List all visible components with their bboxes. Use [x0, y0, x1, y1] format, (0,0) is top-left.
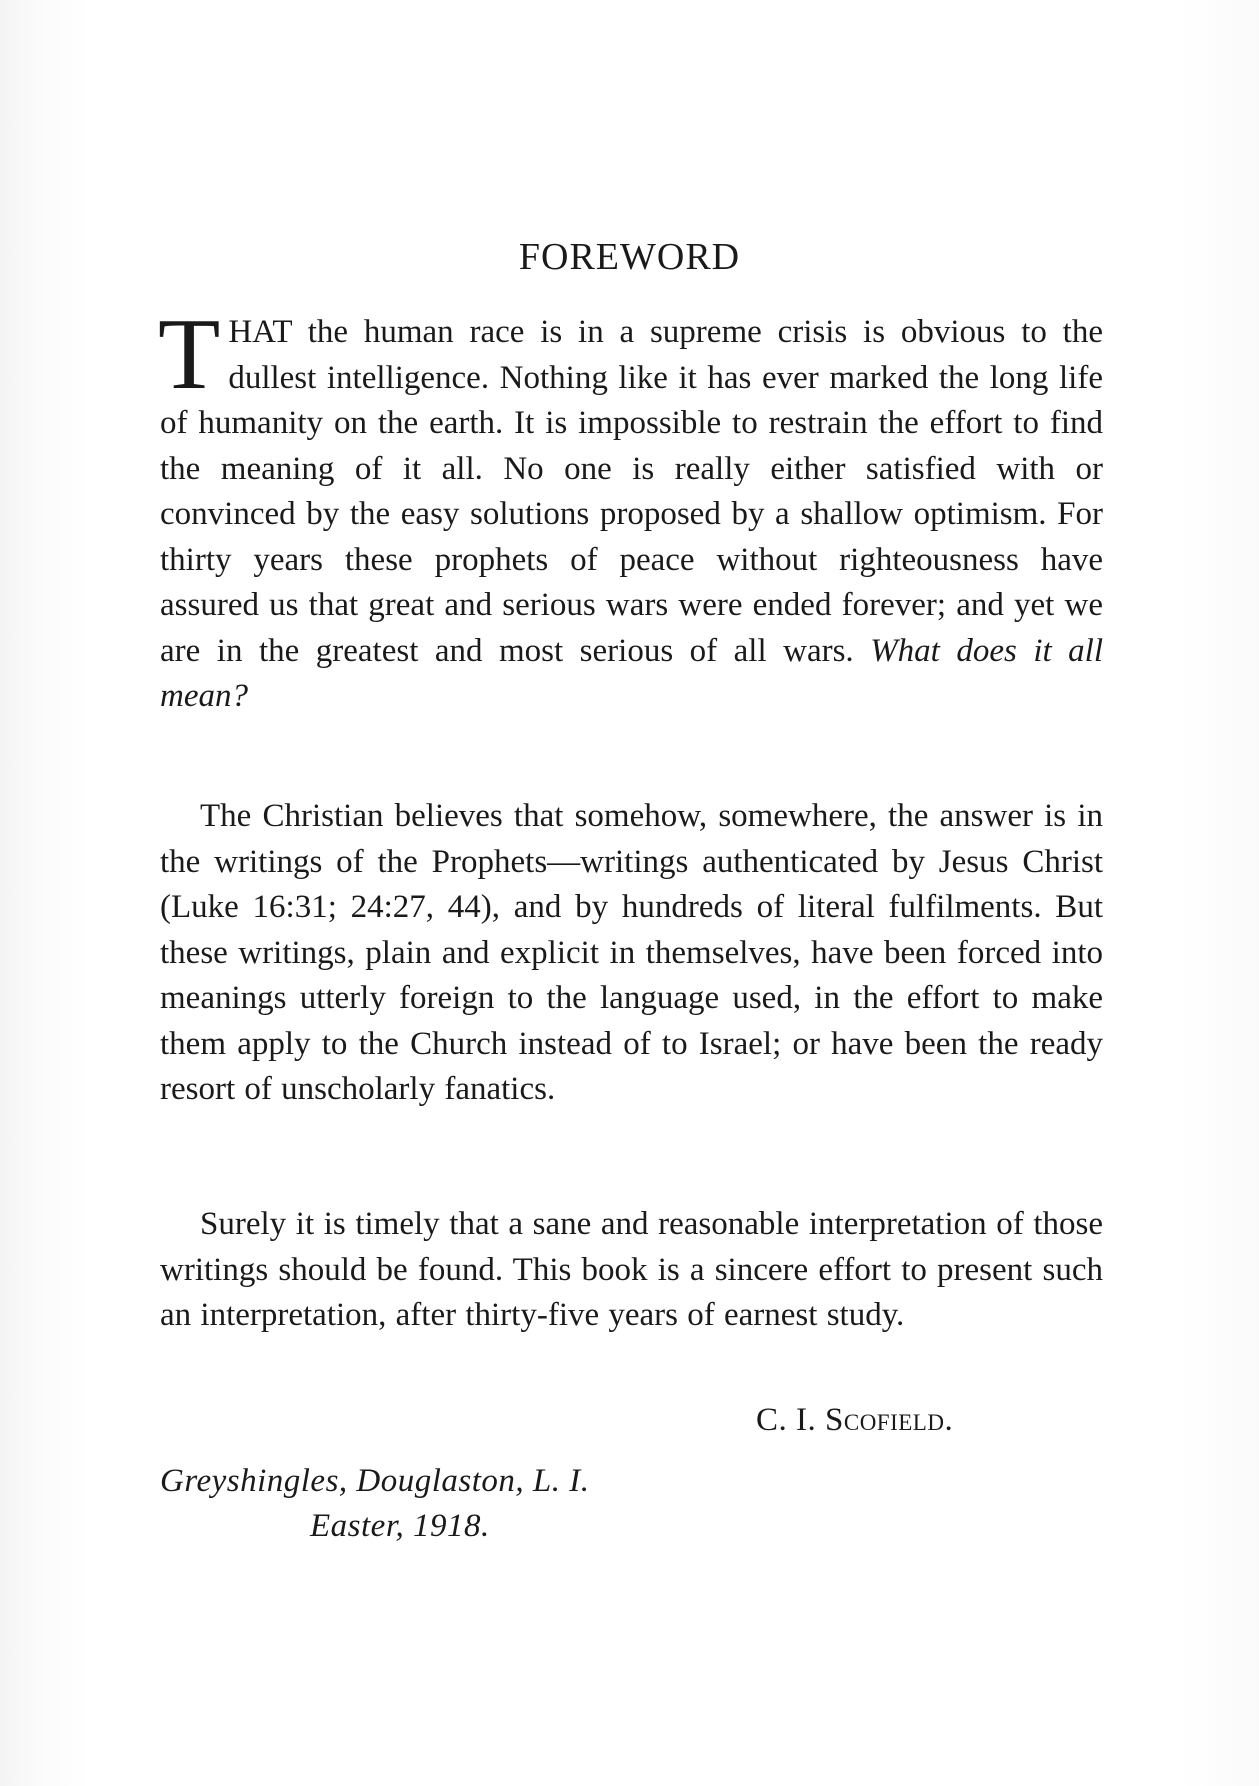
paragraph-2: [160, 794, 1103, 1113]
author-initials: C. I.: [756, 1402, 817, 1438]
paragraph-1: [158, 298, 1103, 720]
author-signature: [756, 1404, 953, 1437]
paragraph-3-text: Surely it is timely that a sane and reasonable interpretation of those writings should be found. This book is a sincere effort to present such an interpretation, after thirty-five years of earnest study.: [160, 1206, 1103, 1333]
paragraph-1-text: HAT the human race is in a supreme crisis is obvious to the dullest intelligence. Nothing like it has ever marked the long life of humanity on the earth. It is impossible to restrain the effort to find the meaning of it all. No one is really either satisfied with or convinced by the easy solutions proposed by a shallow optimism. For thirty years these prophets of peace without righteousness have assured us that great and serious wars were ended forever; and yet we are in the greatest and most serious of all wars.: [160, 314, 1103, 669]
place-line: Greyshingles, Douglaston, L. I.: [160, 1463, 590, 1499]
paragraph-1-question: What does it all mean?: [160, 632, 1103, 714]
paragraph-2-text: The Christian believes that somehow, somewhere, the answer is in the writings of the Prophets—writings authenticated by Jesus Christ (Luke 16:31; 24:27, 44), and by hundreds of literal fulfilments. But these writings, plain and explicit in themselves, have been forced into meanings utterly foreign to the language used, in the effort to make them apply to the Church instead of to Israel; or have been the ready resort of unscholarly fanatics.: [160, 798, 1103, 1107]
author-surname: Scofield.: [825, 1402, 954, 1438]
page-title: FOREWORD: [518, 236, 741, 278]
date-line: Easter, 1918.: [310, 1508, 490, 1544]
drop-cap: T: [158, 298, 221, 411]
paragraph-3: [160, 1202, 1103, 1339]
